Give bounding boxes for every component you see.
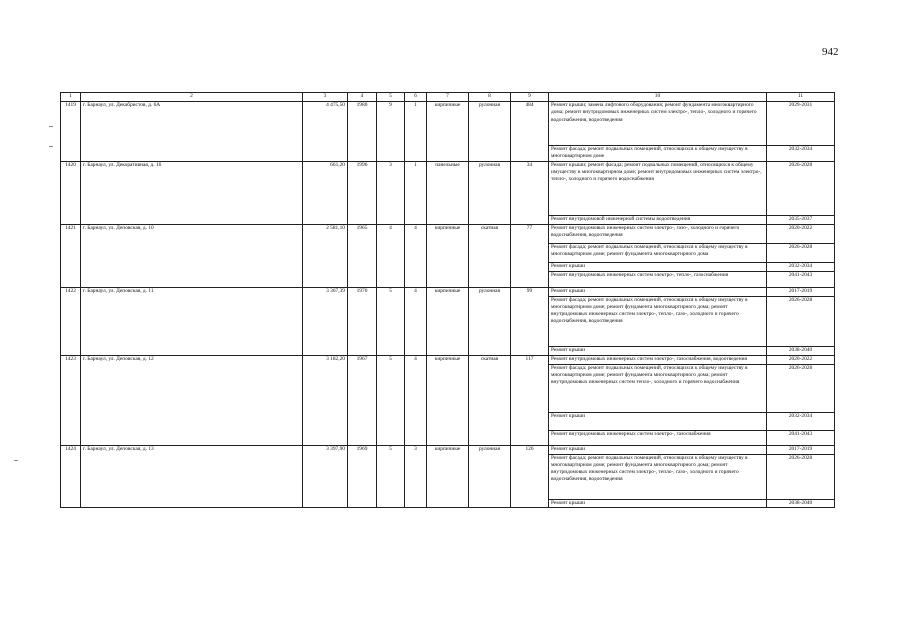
work-period-cell: 2032-2034 [767,146,835,162]
floors-cell: 5 [377,287,405,355]
work-period-cell: 2026-2028 [767,296,835,346]
record-number-cell: 1424 [61,445,81,507]
build-year-cell: 1967 [348,355,377,445]
work-description-cell: Ремонт крыши [549,346,767,355]
area-cell: 3 182,20 [303,355,348,445]
residents-cell: 34 [511,161,549,224]
record-number-cell: 1419 [61,102,81,162]
work-description-cell: Ремонт крыши [549,499,767,507]
area-cell: 3 367,39 [303,287,348,355]
roof-type-cell: рулонная [469,161,511,224]
wall-material-cell: кирпичные [427,445,469,507]
column-header-9: 9 [511,93,549,102]
margin-mark [49,126,53,127]
table-row [61,445,835,454]
work-description-cell: Ремонт внутридомовой инженерной системы водоотведения [549,215,767,224]
address-cell: г. Барнаул, ул. Деповская, д. 11 [81,287,303,355]
address-cell: г. Барнаул, ул. Декоративная, д. 16 [81,161,303,224]
area-cell: 3 397,90 [303,445,348,507]
work-period-cell: 2038-2040 [767,346,835,355]
work-period-cell: 2032-2034 [767,262,835,271]
entrances-cell: 1 [405,102,427,162]
record-number-cell: 1423 [61,355,81,445]
residents-cell: 99 [511,287,549,355]
work-period-cell: 2026-2028 [767,364,835,412]
area-cell: 661,20 [303,161,348,224]
column-header-2: 2 [81,93,303,102]
floors-cell: 3 [377,161,405,224]
build-year-cell: 1980 [348,102,377,162]
build-year-cell: 1969 [348,445,377,507]
column-header-5: 5 [377,93,405,102]
roof-type-cell: рулонная [469,102,511,162]
work-description-cell: Ремонт фасада; ремонт подвальных помещений, относящихся к общему имуществу в многоквартирном доме; ремонт фундамента многоквартирного дома; ремонт внутридомовых инженерных систем электро-, тепло-, газо-, холодного и горячего водоснабжения, водоотведения [549,296,767,346]
roof-type-cell: скатная [469,224,511,287]
build-year-cell: 1970 [348,287,377,355]
wall-material-cell: кирпичные [427,102,469,162]
floors-cell: 9 [377,102,405,162]
work-description-cell: Ремонт крыши [549,287,767,296]
work-period-cell: 2020-2022 [767,224,835,243]
work-period-cell: 2041-2043 [767,271,835,287]
address-cell: г. Барнаул, ул. Деповская, д. 10 [81,224,303,287]
work-description-cell: Ремонт фасада; ремонт подвальных помещений, относящихся к общему имуществу в многоквартирном доме; ремонт фундамента многоквартирного дома [549,243,767,262]
column-header-4: 4 [348,93,377,102]
work-description-cell: Ремонт внутридомовых инженерных систем электро-, газо-, холодного и горячего водоснабжения, водоотведения [549,224,767,243]
work-period-cell: 2017-2019 [767,287,835,296]
work-description-cell: Ремонт фасада; ремонт подвальных помещений, относящихся к общему имуществу в многоквартирном доме; ремонт фундамента многоквартирного дома; ремонт внутридомовых инженерных систем электро-, тепло-, газо-, холодного и горячего водоснабжения, водоотведения [549,454,767,499]
column-header-3: 3 [303,93,348,102]
column-header-10: 10 [549,93,767,102]
table-row [61,161,835,215]
work-period-cell: 2035-2037 [767,215,835,224]
floors-cell: 5 [377,445,405,507]
entrances-cell: 1 [405,161,427,224]
column-header-1: 1 [61,93,81,102]
wall-material-cell: кирпичные [427,355,469,445]
entrances-cell: 4 [405,224,427,287]
area-cell: 2 581,10 [303,224,348,287]
work-period-cell: 2032-2034 [767,412,835,430]
work-description-cell: Ремонт внутридомовых инженерных систем электро-, газоснабжения, водоотведения [549,355,767,364]
work-period-cell: 2026-2028 [767,243,835,262]
record-number-cell: 1420 [61,161,81,224]
record-number-cell: 1422 [61,287,81,355]
repair-schedule-table [60,92,835,508]
wall-material-cell: кирпичные [427,224,469,287]
work-description-cell: Ремонт крыши; замена лифтового оборудования; ремонт фундамента многоквартирного дома; ремонт внутридомовых инженерных систем электро-, тепло-, холодного и горячего водоснабжения, водоотведения [549,102,767,146]
column-header-8: 8 [469,93,511,102]
page-number: 942 [822,46,839,58]
entrances-cell: 4 [405,355,427,445]
address-cell: г. Барнаул, ул. Деповская, д. 12 [81,355,303,445]
table-body [61,102,835,508]
work-description-cell: Ремонт фасада; ремонт подвальных помещений, относящихся к общему имуществу в многоквартирном доме [549,146,767,162]
entrances-cell: 4 [405,287,427,355]
work-description-cell: Ремонт внутридомовых инженерных систем электро-, газоснабжения [549,430,767,445]
residents-cell: 117 [511,355,549,445]
residents-cell: 77 [511,224,549,287]
roof-type-cell: рулонная [469,287,511,355]
work-period-cell: 2026-2028 [767,161,835,215]
work-period-cell: 2029-2031 [767,102,835,146]
header-row [61,93,835,102]
work-period-cell: 2020-2022 [767,355,835,364]
work-description-cell: Ремонт внутридомовых инженерных систем электро-, тепло-, газоснабжения [549,271,767,287]
work-period-cell: 2041-2043 [767,430,835,445]
floors-cell: 4 [377,224,405,287]
work-description-cell: Ремонт крыши [549,262,767,271]
build-year-cell: 1965 [348,224,377,287]
work-description-cell: Ремонт крыши [549,412,767,430]
margin-mark [49,146,53,147]
work-description-cell: Ремонт фасада; ремонт подвальных помещений, относящихся к общему имуществу в многоквартирном доме; ремонт фундамента многоквартирного дома; ремонт внутридомовых инженерных систем тепло-, холодного и горячего водоснабжения [549,364,767,412]
table-row [61,102,835,146]
address-cell: г. Барнаул, ул. Деповская, д. 13 [81,445,303,507]
column-header-6: 6 [405,93,427,102]
work-description-cell: Ремонт крыши; ремонт фасада; ремонт подвальных помещений, относящихся к общему имуществу в многоквартирном доме; ремонт внутридомовых инженерных систем электро-, тепло-, холодного и горячего водоснабжения [549,161,767,215]
wall-material-cell: панельные [427,161,469,224]
table-row [61,287,835,296]
roof-type-cell: скатная [469,355,511,445]
residents-cell: 484 [511,102,549,162]
record-number-cell: 1421 [61,224,81,287]
address-cell: г. Барнаул, ул. Декабристов, д. 6А [81,102,303,162]
area-cell: 4 475,50 [303,102,348,162]
residents-cell: 126 [511,445,549,507]
table-row [61,224,835,243]
margin-mark [14,460,18,461]
table-row [61,355,835,364]
work-period-cell: 2038-2040 [767,499,835,507]
work-description-cell: Ремонт крыши [549,445,767,454]
column-header-7: 7 [427,93,469,102]
work-period-cell: 2017-2019 [767,445,835,454]
roof-type-cell: рулонная [469,445,511,507]
floors-cell: 5 [377,355,405,445]
build-year-cell: 1996 [348,161,377,224]
wall-material-cell: кирпичные [427,287,469,355]
entrances-cell: 3 [405,445,427,507]
work-period-cell: 2026-2028 [767,454,835,499]
column-header-11: 11 [767,93,835,102]
